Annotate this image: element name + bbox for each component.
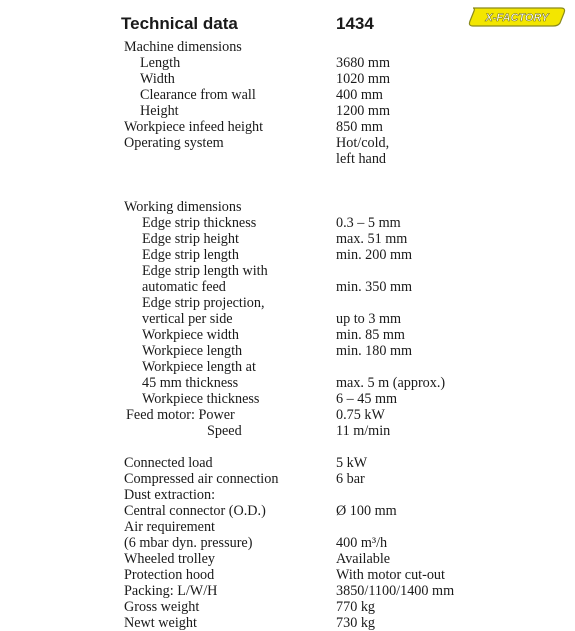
spec-value: 1200 mm bbox=[336, 103, 390, 119]
spec-label: Compressed air connection bbox=[124, 471, 279, 487]
spec-value: 6 – 45 mm bbox=[336, 391, 398, 407]
spec-row bbox=[0, 311, 575, 327]
spec-label: Edge strip length with bbox=[142, 263, 268, 279]
spec-row bbox=[0, 55, 575, 71]
x-factory-logo bbox=[467, 6, 567, 28]
spec-row bbox=[0, 247, 575, 263]
spec-label: Workpiece length at bbox=[142, 359, 256, 375]
spec-label: Central connector (O.D.) bbox=[124, 503, 266, 519]
spec-label: Speed bbox=[207, 423, 242, 439]
page-title: Technical data bbox=[121, 14, 238, 33]
spec-value: 400 mm bbox=[336, 87, 383, 103]
spec-row bbox=[0, 519, 575, 535]
spec-row bbox=[0, 215, 575, 231]
spec-row bbox=[0, 535, 575, 551]
spec-label: Edge strip height bbox=[142, 231, 239, 247]
spec-value: 400 m³/h bbox=[336, 535, 388, 551]
spec-label: Connected load bbox=[124, 455, 213, 471]
spec-value: 0.3 – 5 mm bbox=[336, 215, 401, 231]
spec-value: up to 3 mm bbox=[336, 311, 402, 327]
spec-row bbox=[0, 487, 575, 503]
spec-row bbox=[0, 375, 575, 391]
spec-value: min. 180 mm bbox=[336, 343, 413, 359]
spec-label: Gross weight bbox=[124, 599, 200, 615]
spec-label: Working dimensions bbox=[124, 199, 242, 215]
spec-label: Height bbox=[140, 103, 179, 119]
spec-label: Workpiece infeed height bbox=[124, 119, 264, 135]
spec-value: With motor cut-out bbox=[336, 567, 445, 583]
spec-label: Packing: L/W/H bbox=[124, 583, 218, 599]
spec-label: Edge strip length bbox=[142, 247, 239, 263]
technical-data-table bbox=[0, 39, 575, 631]
spec-label: Length bbox=[140, 55, 181, 71]
spec-row bbox=[0, 295, 575, 311]
spec-value: max. 5 m (approx.) bbox=[336, 375, 446, 391]
spec-row bbox=[0, 551, 575, 567]
spec-label: Air requirement bbox=[124, 519, 215, 535]
spec-row bbox=[0, 87, 575, 103]
spacer bbox=[0, 183, 575, 199]
spec-row bbox=[0, 231, 575, 247]
spec-label: Edge strip thickness bbox=[142, 215, 257, 231]
spec-value: min. 350 mm bbox=[336, 279, 413, 295]
spec-row bbox=[0, 407, 575, 423]
spec-row bbox=[0, 599, 575, 615]
spec-label: Protection hood bbox=[124, 567, 215, 583]
spec-value: 730 kg bbox=[336, 615, 376, 631]
spec-value: min. 200 mm bbox=[336, 247, 413, 263]
spec-label: (6 mbar dyn. pressure) bbox=[124, 535, 253, 551]
spec-value: 11 m/min bbox=[336, 423, 391, 439]
spec-row bbox=[0, 119, 575, 135]
spec-label: Wheeled trolley bbox=[124, 551, 215, 567]
spec-row bbox=[0, 39, 575, 55]
spec-value: 6 bar bbox=[336, 471, 365, 487]
spec-value: 0.75 kW bbox=[336, 407, 385, 423]
spec-label: 45 mm thickness bbox=[142, 375, 239, 391]
spec-row bbox=[0, 455, 575, 471]
spec-label: Width bbox=[140, 71, 175, 87]
spec-row bbox=[0, 359, 575, 375]
spec-row bbox=[0, 503, 575, 519]
spec-row bbox=[0, 103, 575, 119]
spec-value: 5 kW bbox=[336, 455, 368, 471]
spec-value: 850 mm bbox=[336, 119, 383, 135]
spec-row bbox=[0, 583, 575, 599]
spec-row bbox=[0, 199, 575, 215]
spec-value: 770 kg bbox=[336, 599, 376, 615]
spec-label: Dust extraction: bbox=[124, 487, 216, 503]
spec-row bbox=[0, 71, 575, 87]
logo-text: X-FACTORY bbox=[485, 12, 549, 24]
model-number: 1434 bbox=[336, 14, 374, 33]
spec-label: Feed motor: Power bbox=[126, 407, 235, 423]
spec-row bbox=[0, 151, 575, 167]
spec-row bbox=[0, 391, 575, 407]
spec-label: Clearance from wall bbox=[140, 87, 256, 103]
spec-value: 1020 mm bbox=[336, 71, 390, 87]
spec-label: Workpiece thickness bbox=[142, 391, 260, 407]
spec-label: Edge strip projection, bbox=[142, 295, 265, 311]
spec-row bbox=[0, 423, 575, 439]
spacer bbox=[0, 439, 575, 455]
spec-label: vertical per side bbox=[142, 311, 233, 327]
spec-row bbox=[0, 343, 575, 359]
spec-value: 3850/1100/1400 mm bbox=[336, 583, 455, 599]
spec-label: Workpiece length bbox=[142, 343, 243, 359]
spec-row bbox=[0, 471, 575, 487]
spec-row bbox=[0, 135, 575, 151]
spec-value: left hand bbox=[336, 151, 387, 167]
spec-label: Machine dimensions bbox=[124, 39, 242, 55]
spec-label: automatic feed bbox=[142, 279, 226, 295]
spec-value: Available bbox=[336, 551, 391, 567]
spec-row bbox=[0, 327, 575, 343]
spec-label: Operating system bbox=[124, 135, 224, 151]
spec-value: Ø 100 mm bbox=[336, 503, 397, 519]
spacer bbox=[0, 167, 575, 183]
spec-row bbox=[0, 279, 575, 295]
spec-value: max. 51 mm bbox=[336, 231, 408, 247]
spec-value: min. 85 mm bbox=[336, 327, 405, 343]
spec-value: 3680 mm bbox=[336, 55, 390, 71]
spec-label: Workpiece width bbox=[142, 327, 239, 343]
spec-value: Hot/cold, bbox=[336, 135, 390, 151]
spec-row bbox=[0, 567, 575, 583]
spec-label: Newt weight bbox=[124, 615, 197, 631]
spec-row bbox=[0, 263, 575, 279]
